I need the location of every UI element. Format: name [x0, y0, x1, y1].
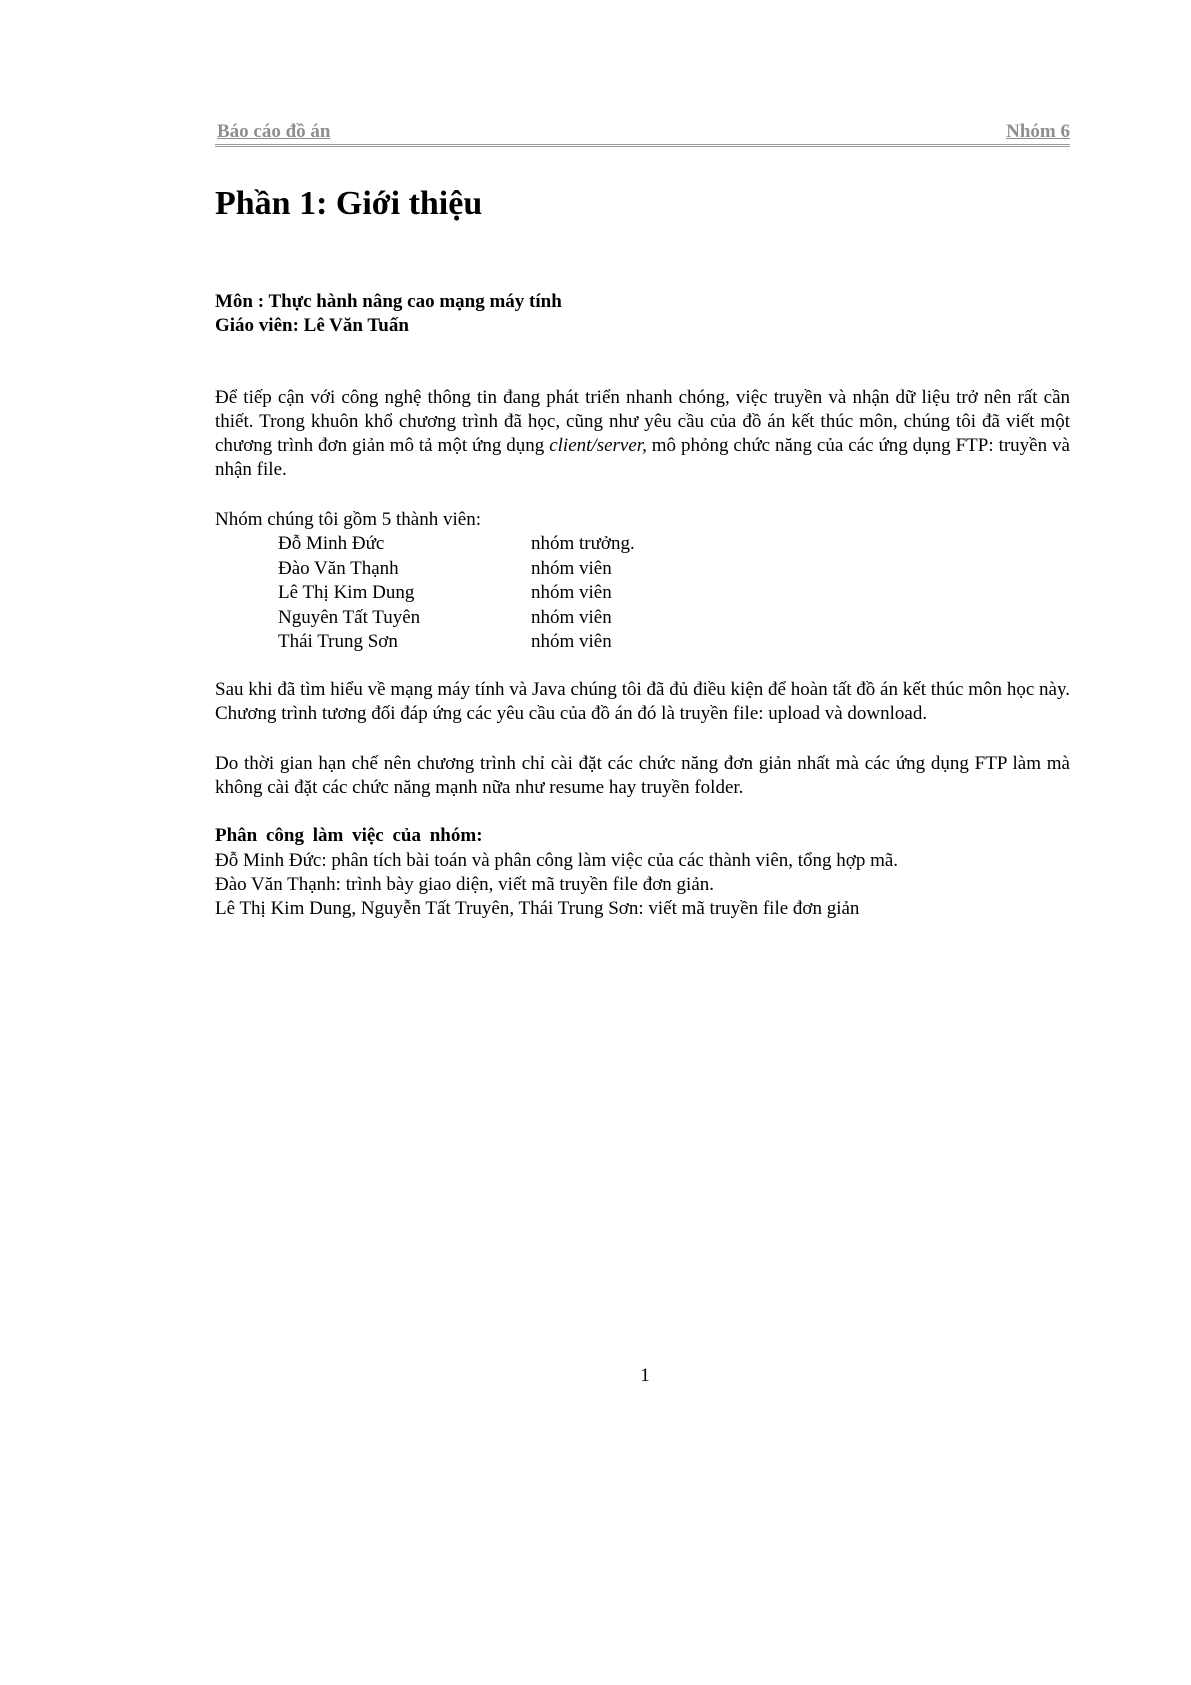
member-name: Đào Văn Thạnh	[278, 557, 399, 579]
member-row	[278, 557, 778, 582]
member-role: nhóm viên	[531, 557, 612, 579]
member-list	[278, 532, 778, 655]
header-report-title: Báo cáo đồ án	[217, 121, 331, 142]
member-row	[278, 630, 778, 655]
task-assignment-heading: Phân công làm việc của nhóm:	[215, 825, 483, 846]
intro-text-after: mô phỏng chức năng của các ứng dụng FTP: truyền và nhận file.	[215, 435, 1070, 480]
member-row	[278, 581, 778, 606]
task-line: Lê Thị Kim Dung, Nguyễn Tất Truyên, Thái Trung Sơn: viết mã truyền file đơn giản	[215, 898, 860, 919]
member-name: Nguyên Tất Tuyên	[278, 606, 421, 628]
teacher-line: Giáo viên: Lê Văn Tuấn	[215, 315, 409, 336]
subject-line: Môn : Thực hành nâng cao mạng máy tính	[215, 291, 562, 312]
page-number: 1	[640, 1365, 650, 1386]
member-name: Thái Trung Sơn	[278, 631, 398, 652]
member-role: nhóm viên	[531, 606, 612, 628]
member-row	[278, 606, 778, 631]
task-line: Đỗ Minh Đức: phân tích bài toán và phân công làm việc của các thành viên, tổng hợp mã.	[215, 850, 899, 871]
limitations-paragraph: Do thời gian hạn chế nên chương trình chỉ cài đặt các chức năng đơn giản nhất mà các ứng dụng FTP làm mà không cài đặt các chức năng mạnh nữa như resume hay truyền folder.	[215, 753, 1070, 798]
group-members-label: Nhóm chúng tôi gồm 5 thành viên:	[215, 509, 481, 530]
intro-italic-term: client/server,	[549, 435, 647, 456]
page-header	[215, 120, 1070, 147]
member-role: nhóm viên	[531, 582, 612, 603]
intro-paragraph	[215, 386, 1070, 482]
study-summary-paragraph: Sau khi đã tìm hiểu về mạng máy tính và Java chúng tôi đã đủ điều kiện để hoàn tất đồ án kết thúc môn học này. Chương trình tương đối đáp ứng các yêu cầu của đồ án đó là truyền file: upload và download.	[215, 679, 1070, 724]
section-title: Phần 1: Giới thiệu	[215, 185, 483, 222]
task-line: Đào Văn Thạnh: trình bày giao diện, viết mã truyền file đơn giản.	[215, 874, 715, 895]
member-name: Đỗ Minh Đức	[278, 533, 385, 554]
member-row	[278, 532, 778, 557]
member-role: nhóm trưởng.	[531, 533, 635, 554]
intro-text-before: Để tiếp cận với công nghệ thông tin đang phát triển nhanh chóng, việc truyền và nhận dữ liệu trở nên rất cần thiết. Trong khuôn khổ chương trình đã học, cũng như yêu cầu của đồ án kết thúc môn, chúng tôi đã viết một chương trình đơn giản mô tả một ứng dụng	[215, 387, 1070, 456]
member-role: nhóm viên	[531, 631, 612, 652]
header-group-name: Nhóm 6	[1006, 121, 1070, 142]
member-name: Lê Thị Kim Dung	[278, 582, 415, 603]
